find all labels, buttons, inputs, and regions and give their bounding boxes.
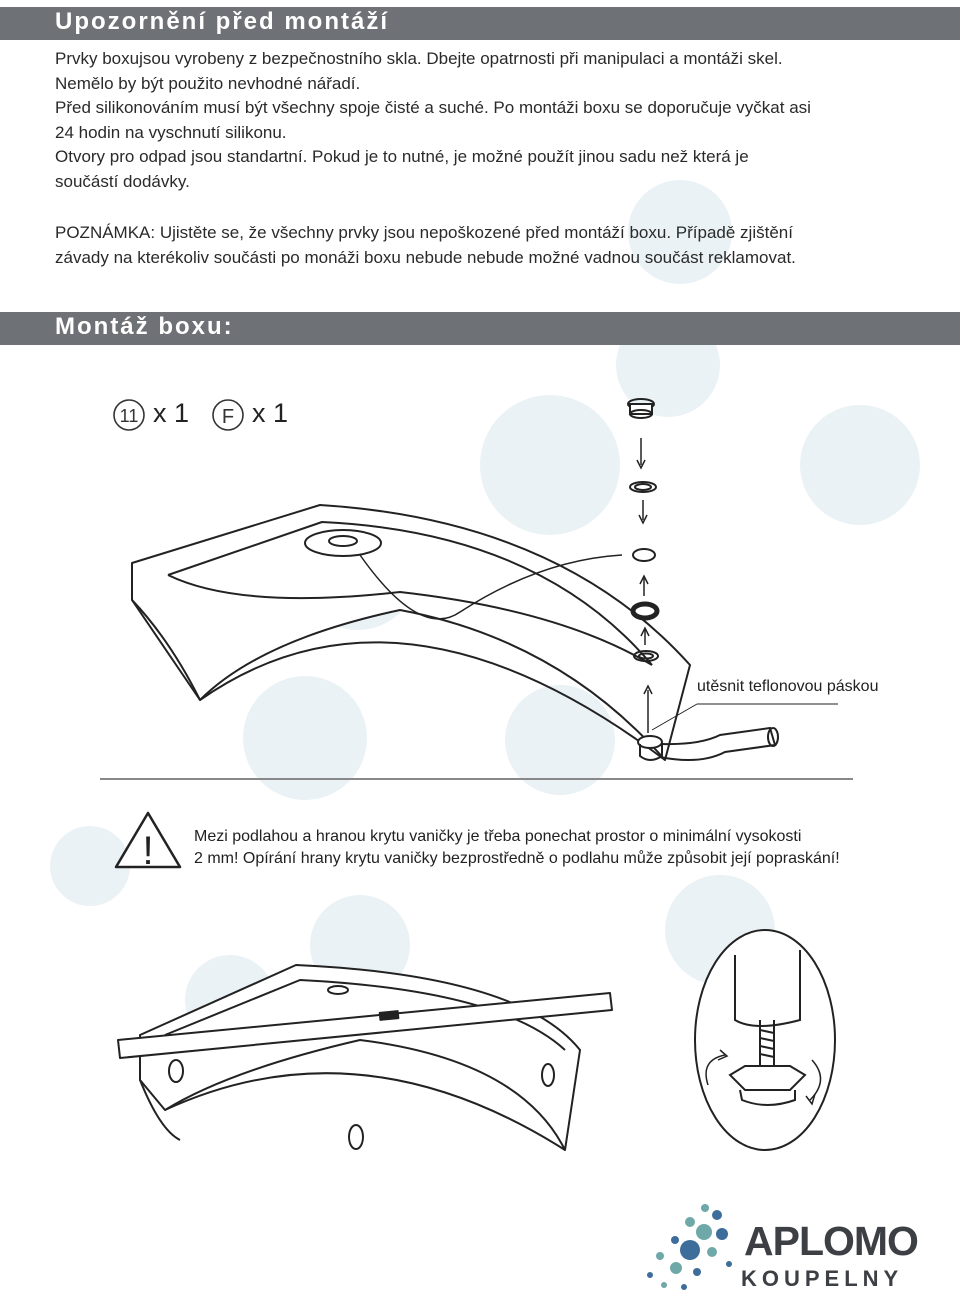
note-paragraph bbox=[55, 221, 935, 270]
warning-section-title: Upozornění před montáží bbox=[55, 8, 389, 35]
intro-line: Prvky boxujsou vyrobeny z bezpečnostního skla. Dbejte opatrnosti při manipulaci a montáži skel. bbox=[55, 49, 783, 68]
part-f-quantity: x 1 bbox=[252, 398, 289, 428]
part-symbol-11 bbox=[114, 400, 144, 430]
intro-line: Nemělo by být použito nevhodné nářadí. bbox=[55, 73, 361, 93]
warning-text bbox=[194, 826, 840, 870]
assembly-section-header bbox=[0, 312, 960, 345]
warning-triangle-icon bbox=[116, 813, 180, 873]
intro-line: Před silikonováním musí být všechny spoje čisté a suché. Po montáži boxu se doporučuje vyčkat asi bbox=[55, 98, 811, 117]
note-line: závady na kterékoliv součásti po monáži boxu nebude nebude možné vadnou součást reklamovat. bbox=[55, 247, 796, 267]
intro-paragraph bbox=[55, 47, 935, 194]
note-line: POZNÁMKA: Ujistěte se, že všechny prvky jsou nepoškozené před montáží boxu. Případě zjištění bbox=[55, 223, 793, 242]
part-symbol-f-text: F bbox=[221, 406, 235, 428]
adjustable-foot-detail bbox=[695, 930, 835, 1150]
warning-section-header bbox=[0, 7, 960, 40]
logo-name: APLOMO bbox=[744, 1218, 918, 1264]
intro-line: 24 hodin na vyschnutí silikonu. bbox=[55, 122, 287, 142]
part-11-quantity: x 1 bbox=[153, 398, 190, 428]
tray-with-level-drawing bbox=[118, 965, 612, 1150]
teflon-tape-label: utěsnit teflonovou páskou bbox=[697, 678, 879, 695]
warning-line: 2 mm! Opírání hrany krytu vaničky bezprostředně o podlahu může způsobit její popraskání! bbox=[194, 850, 840, 867]
logo-subtitle: KOUPELNY bbox=[741, 1266, 904, 1291]
part-symbol-f bbox=[213, 400, 243, 430]
shower-tray-drawing bbox=[132, 505, 690, 760]
warning-symbol: ! bbox=[142, 829, 154, 873]
part-symbol-11-text: 11 bbox=[119, 406, 139, 426]
logo-mark bbox=[647, 1204, 732, 1290]
assembly-section-title: Montáž boxu: bbox=[55, 313, 234, 340]
warning-line: Mezi podlahou a hranou krytu vaničky je třeba ponechat prostor o minimální vysokosti bbox=[194, 828, 802, 845]
intro-line: Otvory pro odpad jsou standartní. Pokud je to nutné, je možné použít jinou sadu než která je bbox=[55, 147, 749, 166]
intro-line: součástí dodávky. bbox=[55, 171, 190, 191]
